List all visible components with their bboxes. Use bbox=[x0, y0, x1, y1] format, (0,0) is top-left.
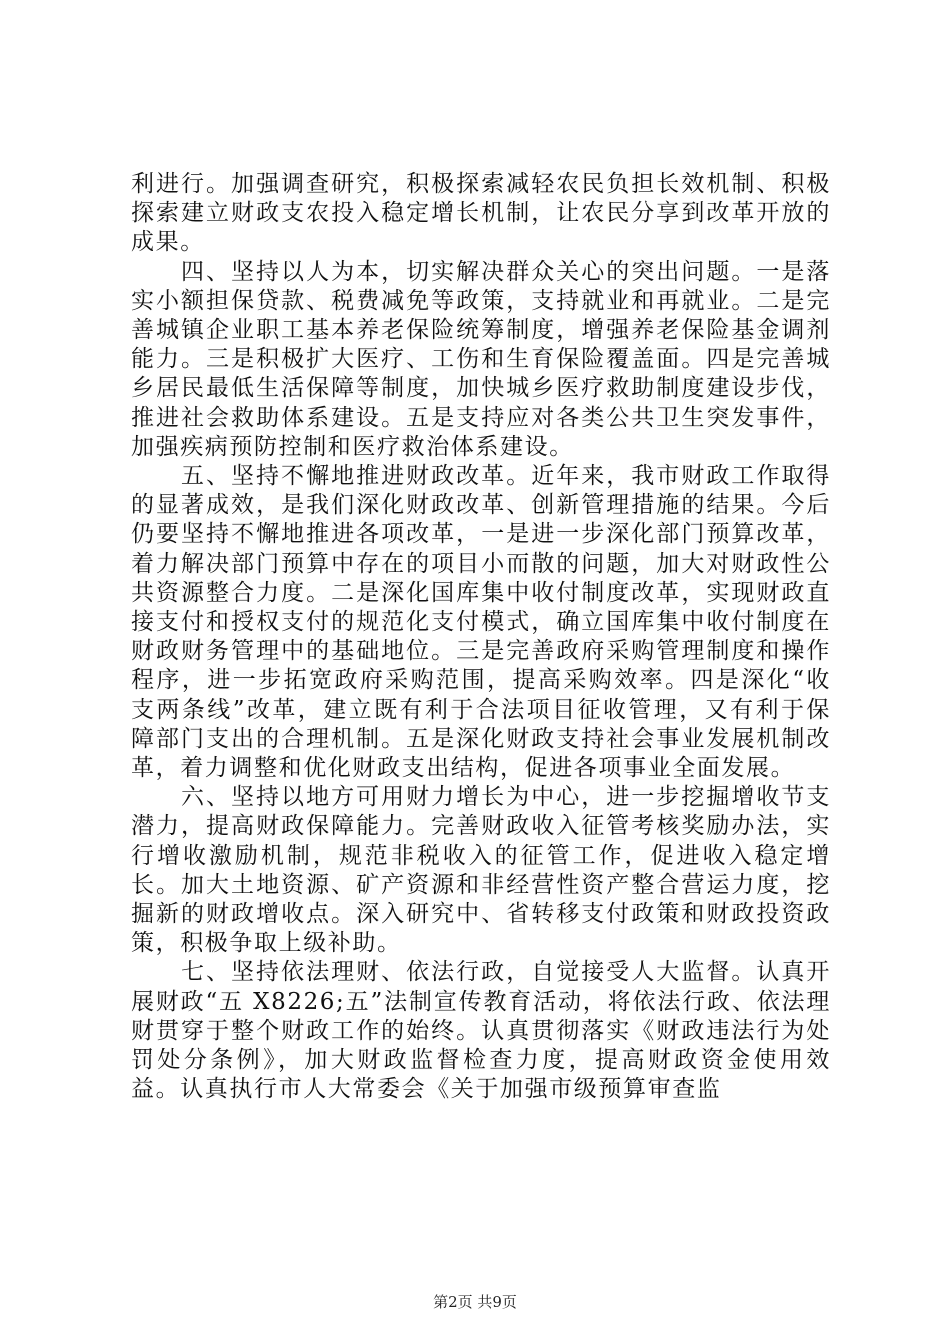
page-total: 共9页 bbox=[477, 1293, 517, 1311]
document-body bbox=[131, 170, 831, 1105]
paragraph: 六、坚持以地方可用财力增长为中心，进一步挖掘增收节支潜力，提高财政保障能力。完善财政收入征管考核奖励办法，实行增收激励机制，规范非税收入的征管工作，促进收入稳定增长。加大土地资源、矿产资源和非经营性资产整合营运力度，挖掘新的财政增收点。深入研究中、省转移支付政策和财政投资政策，积极争取上级补助。 bbox=[131, 784, 831, 957]
page-footer bbox=[0, 1292, 950, 1312]
paragraph: 利进行。加强调查研究，积极探索减轻农民负担长效机制、积极探索建立财政支农投入稳定增长机制，让农民分享到改革开放的成果。 bbox=[131, 171, 831, 256]
paragraph: 七、坚持依法理财、依法行政，自觉接受人大监督。认真开展财政“五 X8226;五”法制宣传教育活动，将依法行政、依法理财贯穿于整个财政工作的始终。认真贯彻落实《财政违法行为处罚处分条例》，加大财政监督检查力度，提高财政资金使用效益。认真执行市人大常委会《关于加强市级预算审查监 bbox=[131, 959, 831, 1103]
paragraph: 四、坚持以人为本，切实解决群众关心的突出问题。一是落实小额担保贷款、税费减免等政策，支持就业和再就业。二是完善城镇企业职工基本养老保险统筹制度，增强养老保险基金调剂能力。三是积极扩大医疗、工伤和生育保险覆盖面。四是完善城乡居民最低生活保障等制度，加快城乡医疗救助制度建设步伐，推进社会救助体系建设。五是支持应对各类公共卫生突发事件，加强疾病预防控制和医疗救治体系建设。 bbox=[131, 258, 831, 460]
paragraph: 五、坚持不懈地推进财政改革。近年来，我市财政工作取得的显著成效，是我们深化财政改革、创新管理措施的结果。今后仍要坚持不懈地推进各项改革，一是进一步深化部门预算改革，着力解决部门预算中存在的项目小而散的问题，加大对财政性公共资源整合力度。二是深化国库集中收付制度改革，实现财政直接支付和授权支付的规范化支付模式，确立国库集中收付制度在财政财务管理中的基础地位。三是完善政府采购管理制度和操作程序，进一步拓宽政府采购范围，提高采购效率。四是深化“收支两条线”改革，建立既有利于合法项目征收管理，又有利于保障部门支出的合理机制。五是深化财政支持社会事业发展机制改革，着力调整和优化财政支出结构，促进各项事业全面发展。 bbox=[131, 463, 831, 782]
page-number: 第2页 bbox=[433, 1293, 473, 1311]
